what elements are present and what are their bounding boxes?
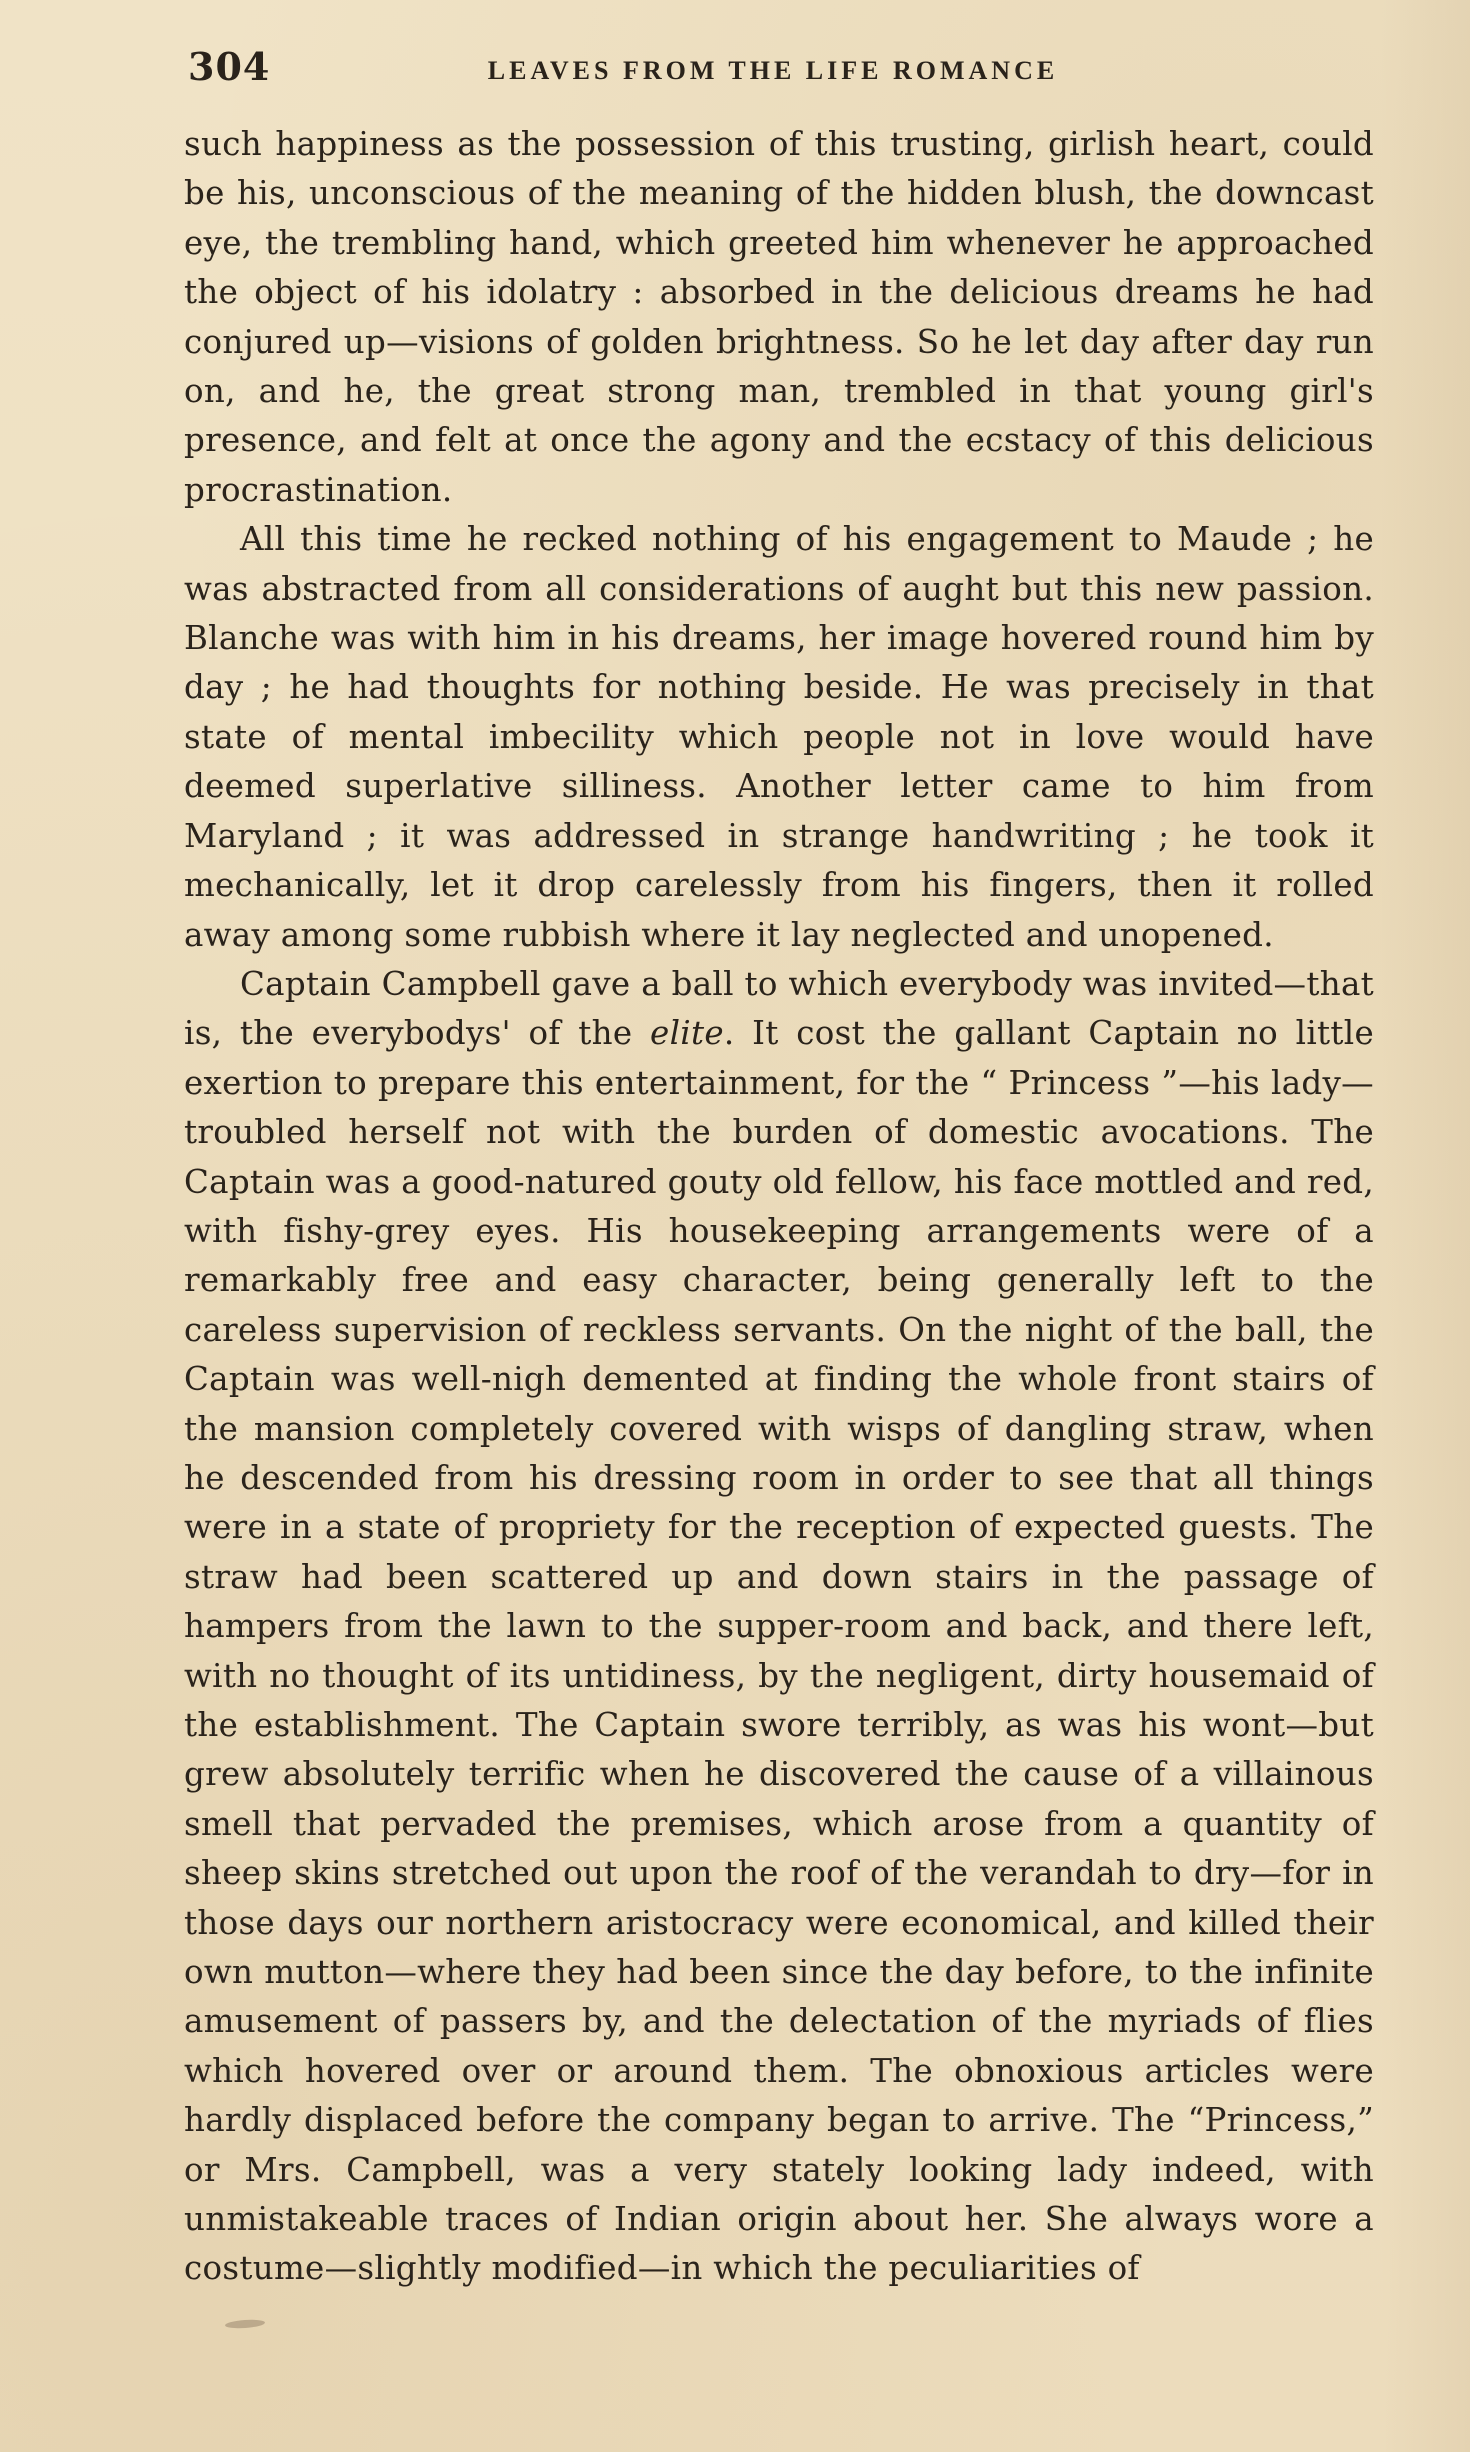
paragraph-3: Captain Campbell gave a ball to which everybody was invited—that is, the everybodys' of the elite. It cost the gallant Captain no little exertion to prepare this entertainment, for the “ Princess ”—his lady—troubled herself not with the burden of domestic avocations. The Captain was a good-natured gouty old fellow, his face mottled and red, with fishy-grey eyes. His housekeeping arrangements were of a remarkably free and easy character, being generally left to the careless supervision of reckless servants. On the night of the ball, the Captain was well-nigh demented at finding the whole front stairs of the mansion completely covered with wisps of dangling straw, when he descended from his dressing room in order to see that all things were in a state of propriety for the reception of expected guests. The straw had been scattered up and down stairs in the passage of hampers from the lawn to the supper-room and back, and there left, with no thought of its untidiness, by the negligent, dirty housemaid of the establishment. The Captain swore terribly, as was his wont—but grew absolutely terrific when he discovered the cause of a villainous smell that pervaded the premises, which arose from a quantity of sheep skins stretched out upon the roof of the verandah to dry—for in those days our northern aristocracy were economical, and killed their own mutton—where they had been since the day before, to the infinite amusement of passers by, and the delectation of the myriads of flies which hovered over or around them. The obnoxious articles were hardly displaced before the company began to arrive. The “Princess,” or Mrs. Campbell, was a very stately looking lady indeed, with unmistakeable traces of Indian origin about her. She always wore a costume—slightly modified—in which the peculiarities of (184, 964, 1374, 2288)
body-text (184, 120, 1374, 2294)
running-head: LEAVES FROM THE LIFE ROMANCE (487, 56, 1059, 85)
page-number: 304 (188, 44, 271, 89)
paragraph-2: All this time he recked nothing of his engagement to Maude ; he was abstracted from all considerations of aught but this new passion. Blanche was with him in his dreams, her image hovered round him by day ; he had thoughts for nothing beside. He was precisely in that state of mental imbecility which people not in love would have deemed superlative silliness. Another letter came to him from Maryland ; it was addressed in strange handwriting ; he took it mechanically, let it drop carelessly from his fingers, then it rolled away among some rubbish where it lay neglected and unopened. (184, 520, 1374, 954)
ink-smudge (225, 2319, 265, 2330)
italic-word: elite (650, 1014, 724, 1053)
paragraph-1: such happiness as the possession of this trusting, girlish heart, could be his, unconscious of the meaning of the hidden blush, the downcast eye, the trembling hand, which greeted him whenever he approached the object of his idolatry : absorbed in the delicious dreams he had conjured up—visions of golden brightness. So he let day after day run on, and he, the great strong man, trembled in that young girl's presence, and felt at once the agony and the ecstacy of this delicious procrastination. (184, 125, 1374, 509)
page-header (188, 44, 1358, 104)
page-edge-shadow (1380, 0, 1470, 2452)
